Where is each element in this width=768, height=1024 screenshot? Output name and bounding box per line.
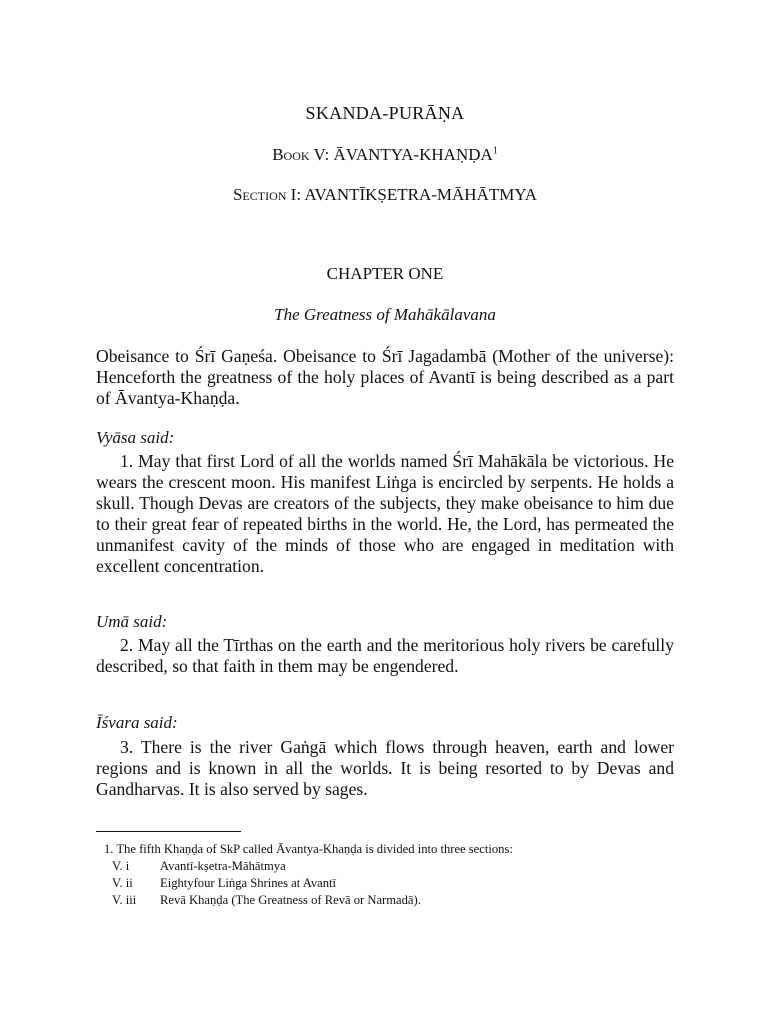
footnote-item-key: V. iii [112, 893, 137, 907]
speaker-label: Vyāsa said: [96, 428, 175, 447]
footnote-item-key: V. ii [112, 876, 133, 890]
verse-paragraph: 3. There is the river Gaṅgā which flows through heaven, earth and lower regions and is known in all the worlds. It is being resorted to by Devas and Gandharvas. It is also served by sages. [96, 737, 674, 799]
footnote-item-value: Eightyfour Liṅga Shrines at Avantī [160, 876, 337, 890]
footnote-intro: 1. The fifth Khaṇḍa of SkP called Āvantya-Khaṇḍa is divided into three sections: [104, 842, 513, 856]
footnote-item-value: Avantī-kṣetra-Māhātmya [160, 859, 286, 873]
footnote-item [96, 875, 674, 892]
speaker-label: Umā said: [96, 612, 168, 631]
footnote-item [96, 858, 674, 875]
footnote [96, 841, 674, 909]
speaker-label: Īśvara said: [96, 713, 178, 732]
book-name: V: ĀVANTYA-KHAṆḌA [313, 145, 493, 164]
footnote-item [96, 892, 674, 909]
book-prefix: Book [272, 145, 310, 164]
section-heading [96, 185, 674, 205]
book-title: SKANDA-PURĀṆA [305, 103, 465, 123]
chapter-title: CHAPTER ONE [326, 264, 444, 283]
book-heading [96, 145, 674, 165]
intro-paragraph: Obeisance to Śrī Gaṇeśa. Obeisance to Śrī Jagadambā (Mother of the universe): Henceforth the greatness of the holy places of Avantī is being described as a part of Āvantya-Khaṇḍa. [96, 346, 674, 408]
footnote-item-value: Revā Khaṇḍa (The Greatness of Revā or Narmadā). [160, 893, 421, 907]
verse-paragraph: 2. May all the Tīrthas on the earth and the meritorious holy rivers be carefully described, so that faith in them may be engendered. [96, 635, 674, 676]
page [96, 0, 674, 1024]
verse-paragraph: 1. May that first Lord of all the worlds named Śrī Mahākāla be victorious. He wears the crescent moon. His manifest Liṅga is encircled by serpents. He holds a skull. Though Devas are creators of the subjects, they make obeisance to him due to their great fear of repeated births in the world. He, the Lord, has permeated the unmanifest cavity of the minds of those who are engaged in meditation with excellent concentration. [96, 451, 674, 576]
section-prefix: Section [232, 185, 287, 204]
footnote-item-key: V. i [112, 859, 130, 873]
chapter-subtitle: The Greatness of Mahākālavana [274, 305, 496, 324]
section-name: I: AVANTĪKṢETRA-MĀHĀTMYA [290, 185, 538, 204]
footnote-divider [96, 831, 241, 832]
footnote-mark: 1 [492, 145, 498, 157]
